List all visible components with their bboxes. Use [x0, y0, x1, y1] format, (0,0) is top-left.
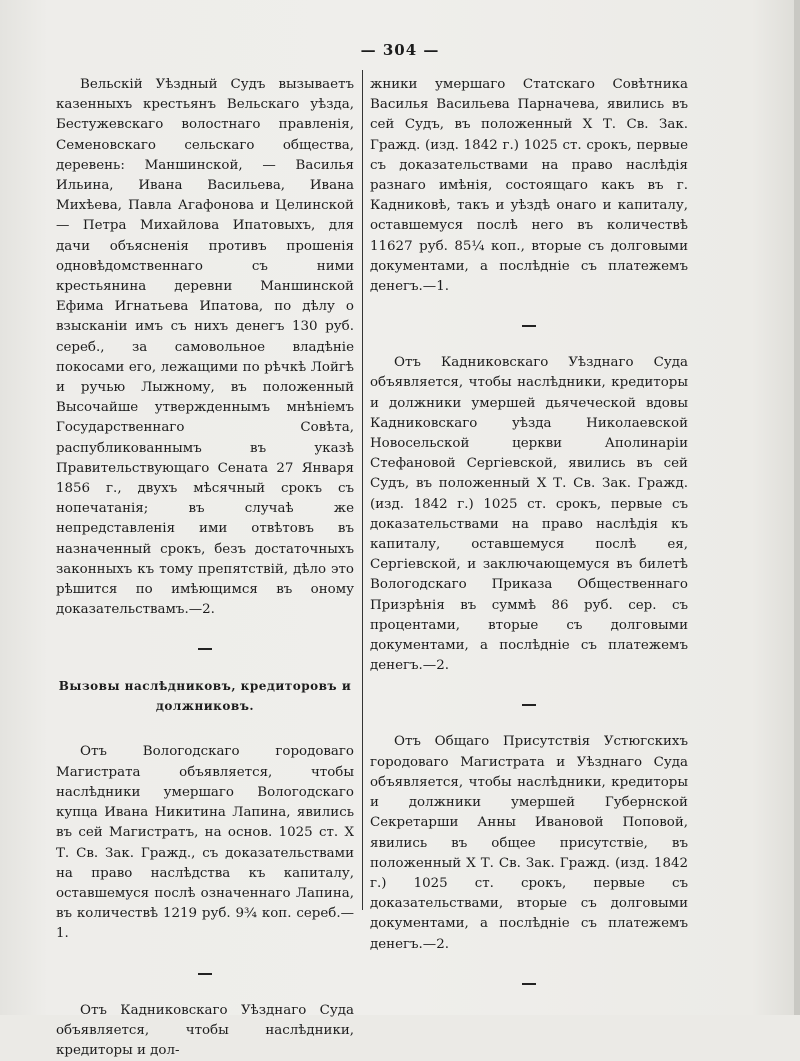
- notice-velsk-court: Вельскій Уѣздный Судъ вызываетъ казенныхъ крестьянъ Вельскаго уѣзда, Бестужевскаго волостнаго правленія, Семеновскаго сельскаго общества, деревень: Маншинской, — Василья Ильина, Ивана Васильева, Ивана Михѣева, Павла Агафонова и Целинской — Петра Михайлова Ипатовыхъ, для дачи объясненія противъ прошенія одновѣдомственнаго съ ними крестьянина деревни Маншинской Ефима Игнатьева Ипатова, по дѣлу о взысканіи имъ съ нихъ денегъ 130 руб. сереб., за самовольное владѣніе покосами его, лежащими по рѣчкѣ Лойгѣ и ручью Лыжному, въ положенный Высочайше утвержденнымъ мнѣніемъ Государственнаго Совѣта, распубликованнымъ въ указѣ Правительствующаго Сената 27 Января 1856 г., двухъ мѣсячный срокъ съ нопечатанія; въ случаѣ же непредставленія ими отвѣтовъ въ назначенный срокъ, безъ достаточныхъ законныхъ къ тому препятствій, дѣло это рѣшится по имѣющимся въ оному доказательствамъ.—2.: [56, 77, 354, 618]
- column-divider: [362, 70, 363, 910]
- notice-kadnikov-court-2: Отъ Кадниковскаго Уѣзднаго Суда объявляется, чтобы наслѣдники, кредиторы и должники умершей дьячеческой вдовы Кадниковскаго уѣзда Николаевской Новосельской церкви Аполинаріи Стефановой Сергіевской, явились въ сей Судъ, въ положенный X Т. Св. Зак. Гражд. (изд. 1842 г.) 1025 ст. срокъ, первые съ доказательствами на право наслѣдія къ капиталу, оставшемуся послѣ ея, Сергіевской, и заключающемуся въ билетѣ Вологодскаго Приказа Общественнаго Призрѣнія въ суммѣ 86 руб. сер. съ процентами, вторые съ долговыми документами, а послѣдніе съ платежемъ денегъ.—2.: [370, 355, 688, 674]
- page-number: — 304 —: [360, 41, 440, 59]
- notice-separator: [522, 704, 536, 706]
- notice-vologda-magistrate: Отъ Вологодскаго городоваго Магистрата объявляется, чтобы наслѣдники умершаго Вологодскаго купца Ивана Никитина Лапина, явились въ сей Магистратъ, на основ. 1025 ст. X Т. Св. Зак. Гражд., съ доказательствами на право наслѣдства къ капиталу, оставшемуся послѣ означеннаго Лапина, въ количествѣ 1219 руб. 9¾ коп. сереб.—1.: [56, 744, 354, 942]
- notice-kadnikov-court-start: Отъ Кадниковскаго Уѣзднаго Суда объявляется, чтобы наслѣдники, кредиторы и дол-: [56, 1002, 354, 1058]
- notice-separator: [198, 973, 212, 975]
- notice-separator: [522, 325, 536, 327]
- left-column: [56, 75, 354, 1061]
- notice-ustyug-presence: Отъ Общаго Присутствія Устюгскихъ городоваго Магистрата и Уѣзднаго Суда объявляется, чтобы наслѣдники, кредиторы и должники умершей Губернской Секретарши Анны Ивановой Поповой, явились въ общее присутствіе, въ положенный X Т. Св. Зак. Гражд. (изд. 1842 г.) 1025 ст. срокъ, первые съ доказательствами, вторые съ долговыми документами, а послѣдніе съ платежемъ денегъ.—2.: [370, 734, 688, 952]
- notice-separator: [522, 983, 536, 985]
- section-heading: Вызовы наслѣдниковъ, кредиторовъ и должниковъ.: [58, 679, 352, 714]
- page-edge: [794, 0, 800, 1015]
- notice-kadnikov-court-cont: жники умершаго Статскаго Совѣтника Василья Васильева Парначева, явились въ сей Судъ, въ положенный X Т. Св. Зак. Гражд. (изд. 1842 г.) 1025 ст. срокъ, первые съ доказательствами на право наслѣдія разнаго имѣнія, состоящаго какъ въ г. Кадниковѣ, такъ и уѣздѣ онаго и капиталу, оставшемуся послѣ него въ количествѣ 11627 руб. 85¼ коп., вторые съ долговыми документами, а послѣдніе съ платежемъ денегъ.—1.: [370, 77, 688, 295]
- right-column: [370, 75, 688, 1011]
- section-separator: [198, 648, 212, 650]
